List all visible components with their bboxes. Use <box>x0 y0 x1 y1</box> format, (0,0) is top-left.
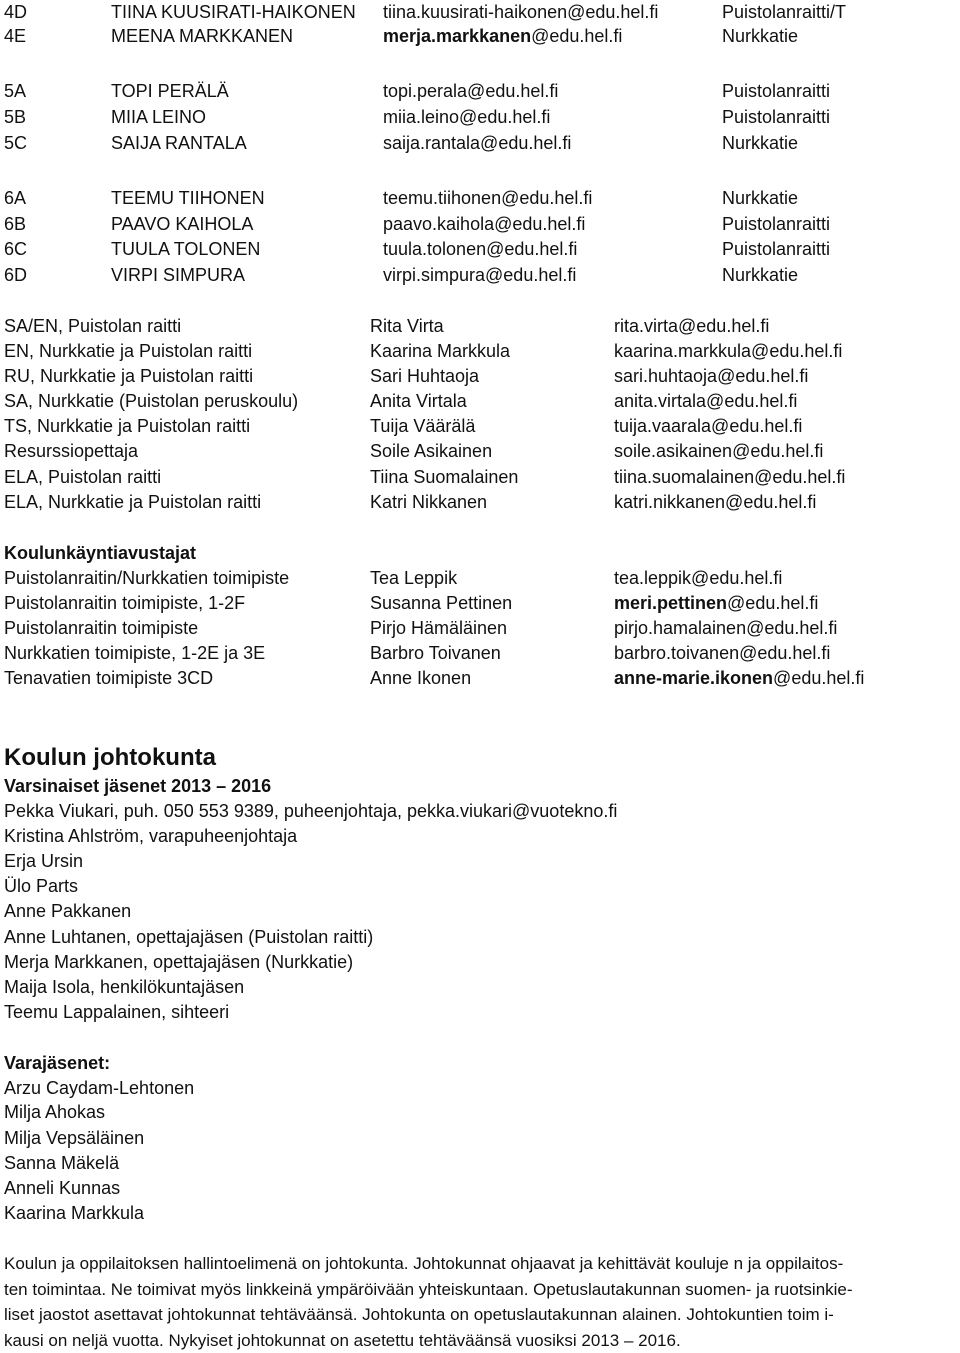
teacher-site: Puistolanraitti <box>722 105 830 130</box>
deputy-member: Arzu Caydam-Lehtonen <box>4 1076 194 1101</box>
board-member: Merja Markkanen, opettajajäsen (Nurkkatie) <box>4 950 353 975</box>
subject-teacher-name: Tuija Väärälä <box>370 414 475 439</box>
teacher-email: topi.perala@edu.hel.fi <box>383 79 558 104</box>
email-domain: @edu.hel.fi <box>773 668 864 688</box>
email-local-part: merja.markkanen <box>383 26 531 46</box>
teacher-name: PAAVO KAIHOLA <box>111 212 253 237</box>
deputy-member: Sanna Mäkelä <box>4 1151 119 1176</box>
table-row <box>0 616 960 641</box>
email-local-part: anne-marie.ikonen <box>614 668 773 688</box>
assistant-email: barbro.toivanen@edu.hel.fi <box>614 641 830 666</box>
teacher-email <box>383 24 622 49</box>
deputies-heading: Varajäsenet: <box>4 1051 110 1076</box>
subject-teacher-email: sari.huhtaoja@edu.hel.fi <box>614 364 808 389</box>
class-code: 5A <box>4 79 26 104</box>
board-description <box>4 1251 956 1353</box>
class-code: 5C <box>4 131 27 156</box>
email-domain: @edu.hel.fi <box>531 26 622 46</box>
teacher-email: miia.leino@edu.hel.fi <box>383 105 550 130</box>
subject-teacher-email: soile.asikainen@edu.hel.fi <box>614 439 823 464</box>
teacher-site: Puistolanraitti <box>722 237 830 262</box>
table-row <box>0 105 960 130</box>
assistant-location: Nurkkatien toimipiste, 1-2E ja 3E <box>4 641 265 666</box>
class-code: 4D <box>4 0 27 25</box>
subject-teacher-email: anita.virtala@edu.hel.fi <box>614 389 797 414</box>
teacher-name: TOPI PERÄLÄ <box>111 79 229 104</box>
subject-role: EN, Nurkkatie ja Puistolan raitti <box>4 339 252 364</box>
teacher-email: virpi.simpura@edu.hel.fi <box>383 263 576 288</box>
subject-teacher-name: Sari Huhtaoja <box>370 364 479 389</box>
email-local-part: meri.pettinen <box>614 593 727 613</box>
teacher-name: SAIJA RANTALA <box>111 131 247 156</box>
table-row <box>0 389 960 414</box>
assistant-name: Pirjo Hämäläinen <box>370 616 507 641</box>
deputy-member: Anneli Kunnas <box>4 1176 120 1201</box>
subject-teacher-name: Soile Asikainen <box>370 439 492 464</box>
board-member: Anne Luhtanen, opettajajäsen (Puistolan raitti) <box>4 925 373 950</box>
table-row <box>0 212 960 237</box>
table-row <box>0 465 960 490</box>
teacher-site: Nurkkatie <box>722 131 798 156</box>
subject-teacher-name: Tiina Suomalainen <box>370 465 518 490</box>
teacher-name: TUULA TOLONEN <box>111 237 260 262</box>
teacher-name: MIIA LEINO <box>111 105 206 130</box>
description-line: Koulun ja oppilaitoksen hallintoelimenä on johtokunta. Johtokunnat ohjaavat ja kehittävät kouluje n ja oppilaitos- <box>4 1251 956 1277</box>
teacher-site: Puistolanraitti/T <box>722 0 846 25</box>
table-row <box>0 641 960 666</box>
assistant-name: Barbro Toivanen <box>370 641 501 666</box>
board-member: Ülo Parts <box>4 874 78 899</box>
table-row <box>0 237 960 262</box>
teacher-site: Puistolanraitti <box>722 212 830 237</box>
table-row <box>0 79 960 104</box>
assistant-name: Susanna Pettinen <box>370 591 512 616</box>
subject-teacher-name: Rita Virta <box>370 314 444 339</box>
members-heading: Varsinaiset jäsenet 2013 – 2016 <box>4 774 271 799</box>
table-row <box>0 339 960 364</box>
assistants-heading: Koulunkäyntiavustajat <box>4 541 196 566</box>
subject-role: Resurssiopettaja <box>4 439 138 464</box>
description-line: ten toimintaa. Ne toimivat myös linkkeinä ympäröivään yhteiskuntaan. Opetuslautakunnan suomen- ja ruotsinkie- <box>4 1277 956 1303</box>
subject-teacher-email: tuija.vaarala@edu.hel.fi <box>614 414 802 439</box>
table-row <box>0 490 960 515</box>
table-row <box>0 186 960 211</box>
deputy-member: Kaarina Markkula <box>4 1201 144 1226</box>
board-member: Erja Ursin <box>4 849 83 874</box>
deputy-member: Milja Vepsäläinen <box>4 1126 144 1151</box>
class-code: 6D <box>4 263 27 288</box>
class-code: 6A <box>4 186 26 211</box>
assistant-email: pirjo.hamalainen@edu.hel.fi <box>614 616 837 641</box>
assistant-location: Tenavatien toimipiste 3CD <box>4 666 213 691</box>
assistant-location: Puistolanraitin toimipiste <box>4 616 198 641</box>
teacher-email: tuula.tolonen@edu.hel.fi <box>383 237 577 262</box>
assistant-name: Tea Leppik <box>370 566 457 591</box>
class-code: 4E <box>4 24 26 49</box>
subject-teacher-email: katri.nikkanen@edu.hel.fi <box>614 490 816 515</box>
table-row <box>0 439 960 464</box>
teacher-site: Nurkkatie <box>722 24 798 49</box>
table-row <box>0 263 960 288</box>
teacher-email: saija.rantala@edu.hel.fi <box>383 131 571 156</box>
assistant-email: tea.leppik@edu.hel.fi <box>614 566 782 591</box>
class-code: 6B <box>4 212 26 237</box>
assistant-location: Puistolanraitin/Nurkkatien toimipiste <box>4 566 289 591</box>
teacher-site: Puistolanraitti <box>722 79 830 104</box>
teacher-email: paavo.kaihola@edu.hel.fi <box>383 212 585 237</box>
teacher-email: tiina.kuusirati-haikonen@edu.hel.fi <box>383 0 658 25</box>
subject-teacher-name: Kaarina Markkula <box>370 339 510 364</box>
deputy-member: Milja Ahokas <box>4 1100 105 1125</box>
table-row <box>0 0 960 25</box>
assistant-email <box>614 591 818 616</box>
subject-role: TS, Nurkkatie ja Puistolan raitti <box>4 414 250 439</box>
description-line: kausi on neljä vuotta. Nykyiset johtokunnat on asetettu tehtäväänsä vuosiksi 2013 – 2016. <box>4 1328 956 1353</box>
table-row <box>0 414 960 439</box>
table-row <box>0 314 960 339</box>
teacher-name: TEEMU TIIHONEN <box>111 186 265 211</box>
subject-role: SA/EN, Puistolan raitti <box>4 314 181 339</box>
subject-teacher-email: rita.virta@edu.hel.fi <box>614 314 769 339</box>
teacher-name: TIINA KUUSIRATI-HAIKONEN <box>111 0 356 25</box>
section-title: Koulun johtokunta <box>4 742 216 774</box>
class-code: 6C <box>4 237 27 262</box>
table-row <box>0 131 960 156</box>
assistant-name: Anne Ikonen <box>370 666 471 691</box>
subject-teacher-email: tiina.suomalainen@edu.hel.fi <box>614 465 845 490</box>
teacher-name: MEENA MARKKANEN <box>111 24 293 49</box>
subject-role: ELA, Puistolan raitti <box>4 465 161 490</box>
board-member: Anne Pakkanen <box>4 899 131 924</box>
board-member: Pekka Viukari, puh. 050 553 9389, puheenjohtaja, pekka.viukari@vuotekno.fi <box>4 799 617 824</box>
table-row <box>0 591 960 616</box>
description-line: liset jaostot asettavat johtokunnat tehtäväänsä. Johtokunta on opetuslautakunnan alainen. Johtokuntien toim i- <box>4 1302 956 1328</box>
teacher-name: VIRPI SIMPURA <box>111 263 245 288</box>
assistant-location: Puistolanraitin toimipiste, 1-2F <box>4 591 245 616</box>
subject-teacher-name: Katri Nikkanen <box>370 490 487 515</box>
subject-role: ELA, Nurkkatie ja Puistolan raitti <box>4 490 261 515</box>
subject-teacher-email: kaarina.markkula@edu.hel.fi <box>614 339 842 364</box>
subject-role: RU, Nurkkatie ja Puistolan raitti <box>4 364 253 389</box>
subject-role: SA, Nurkkatie (Puistolan peruskoulu) <box>4 389 298 414</box>
table-row <box>0 24 960 49</box>
teacher-site: Nurkkatie <box>722 263 798 288</box>
class-code: 5B <box>4 105 26 130</box>
table-row <box>0 566 960 591</box>
board-member: Kristina Ahlström, varapuheenjohtaja <box>4 824 297 849</box>
email-domain: @edu.hel.fi <box>727 593 818 613</box>
subject-teacher-name: Anita Virtala <box>370 389 467 414</box>
table-row <box>0 364 960 389</box>
board-member: Teemu Lappalainen, sihteeri <box>4 1000 229 1025</box>
teacher-email: teemu.tiihonen@edu.hel.fi <box>383 186 592 211</box>
teacher-site: Nurkkatie <box>722 186 798 211</box>
table-row <box>0 666 960 691</box>
assistant-email <box>614 666 864 691</box>
board-member: Maija Isola, henkilökuntajäsen <box>4 975 244 1000</box>
